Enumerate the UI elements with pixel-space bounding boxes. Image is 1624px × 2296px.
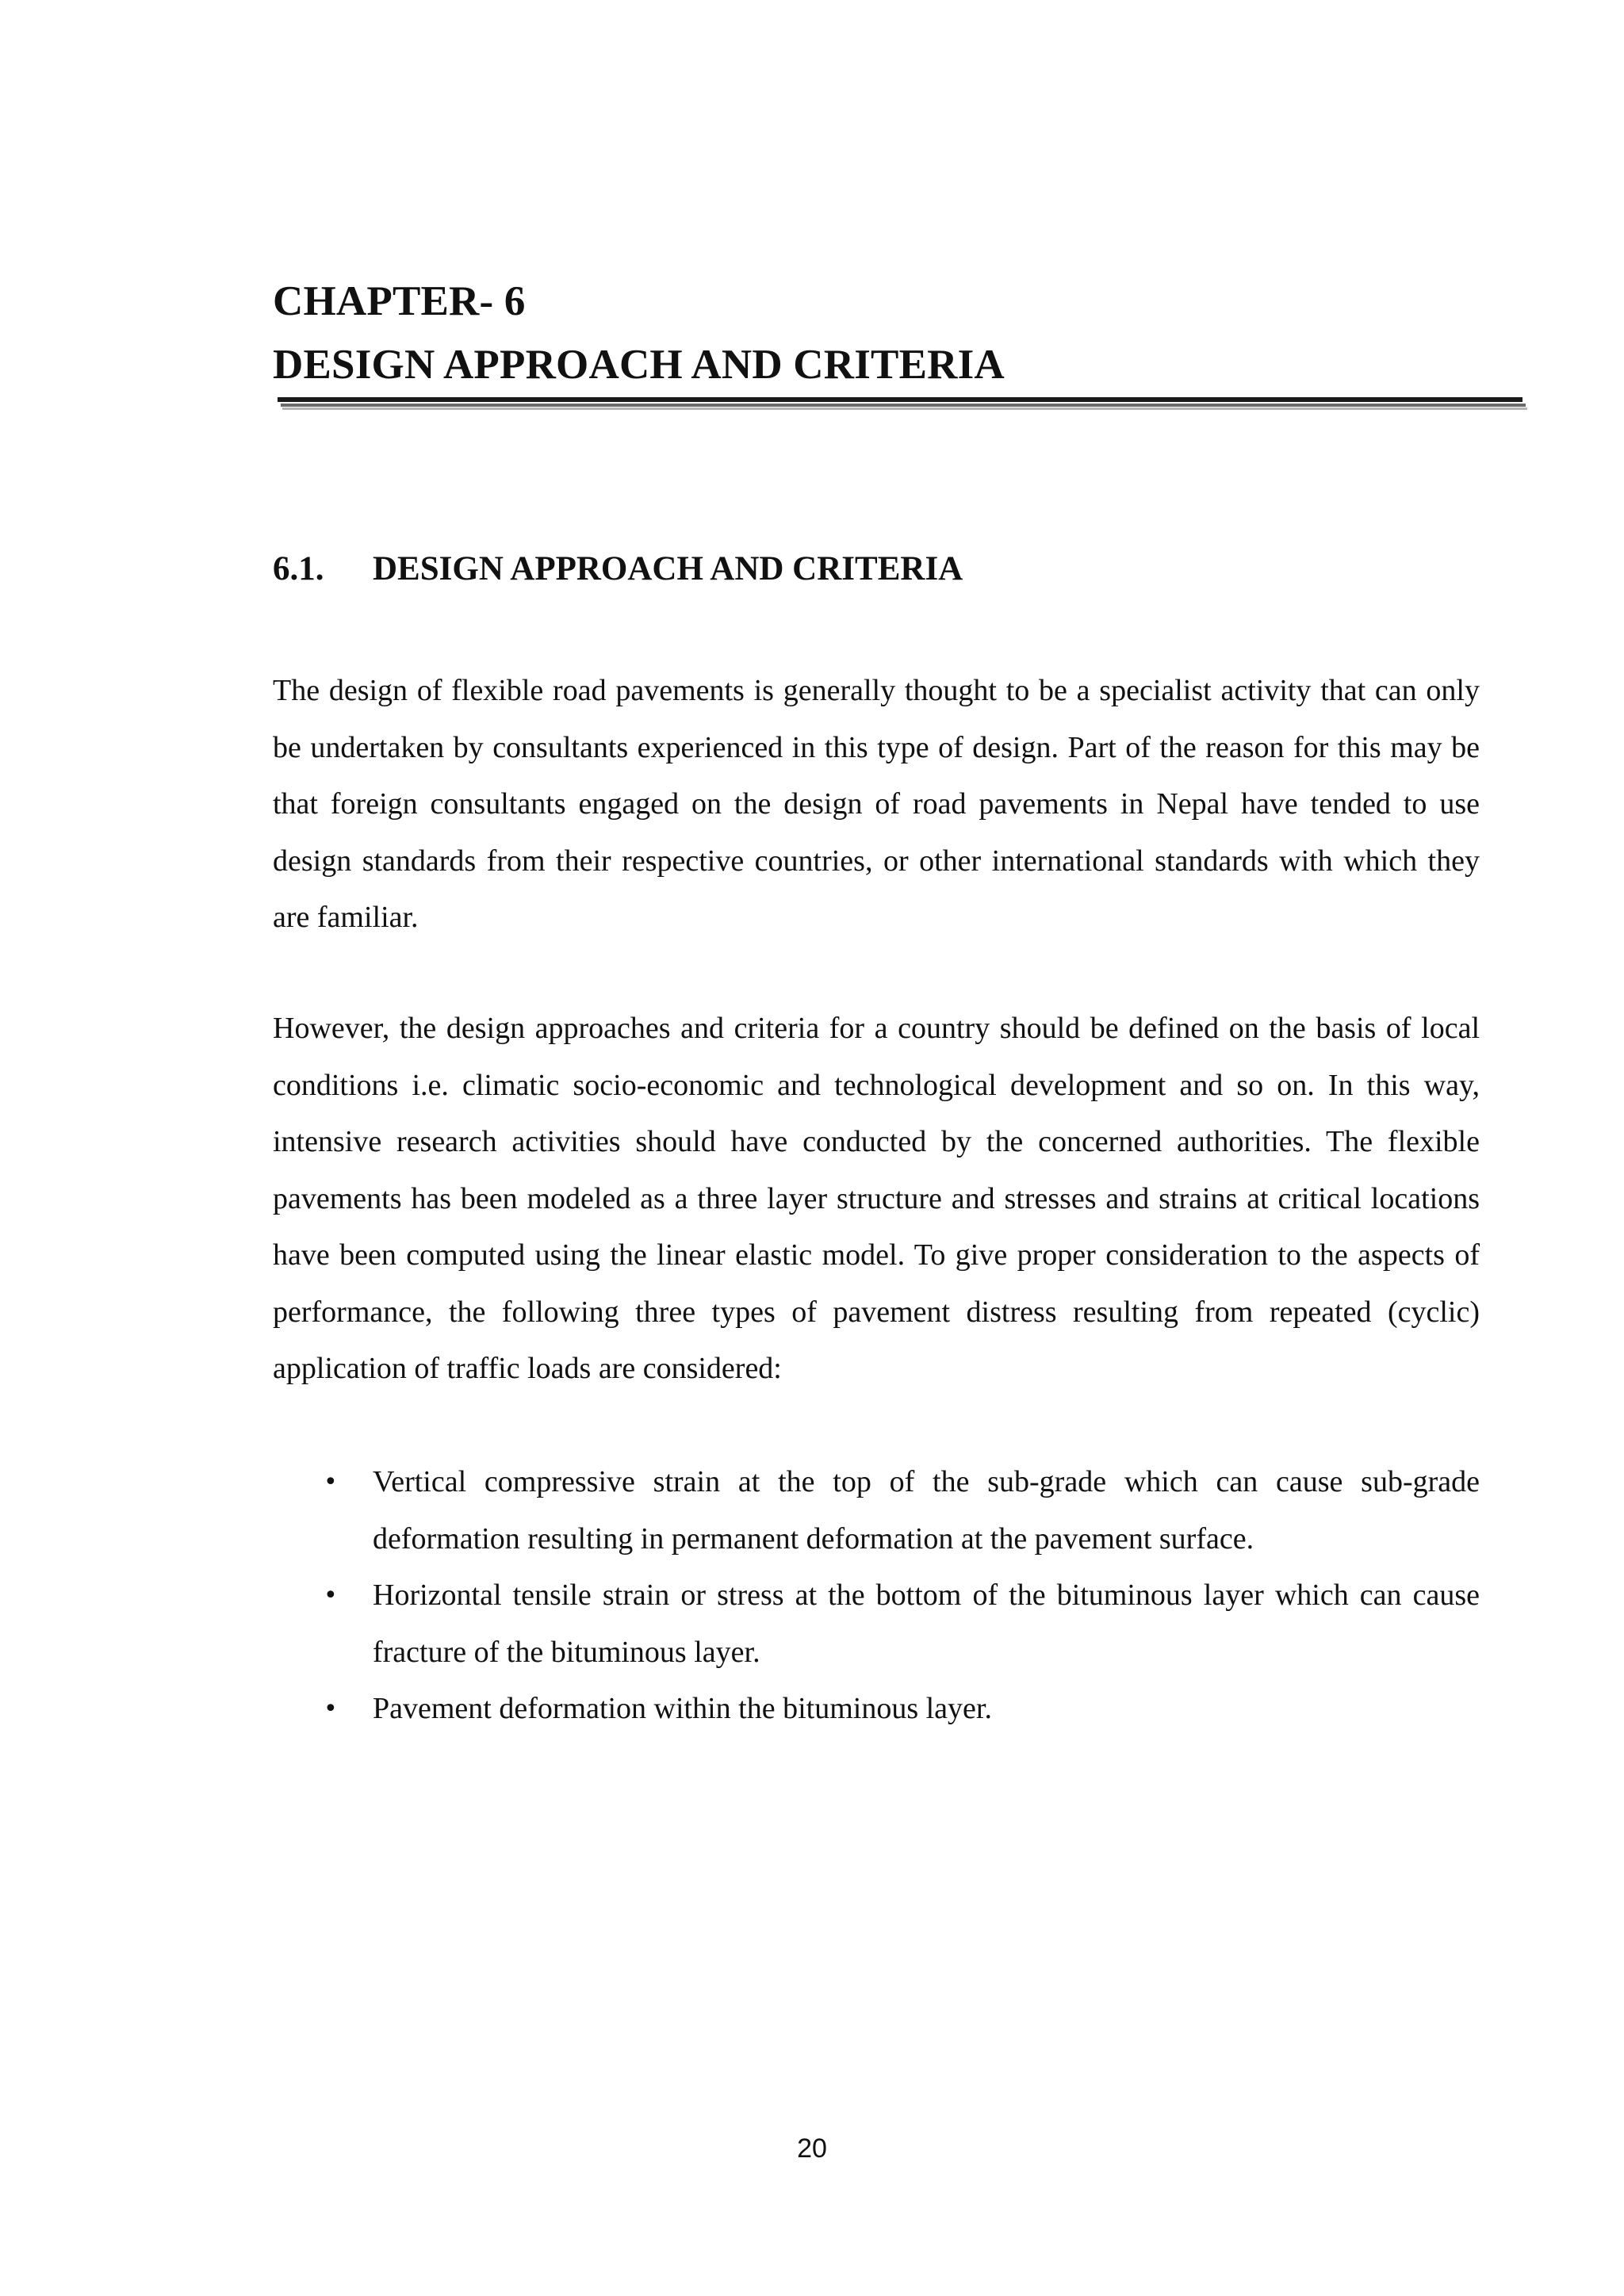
page-number: 20 [797,2133,827,2164]
list-item [273,1681,1480,1738]
chapter-title: DESIGN APPROACH AND CRITERIA [273,342,1005,388]
divider-line-dark [278,397,1522,402]
distress-list [273,1454,1480,1738]
paragraph-1: The design of flexible road pavements is generally thought to be a specialist activity that can only be undertaken by consultants experienced in this type of design. Part of the reason for this may be that foreign consultants engaged on the design of road pavements in Nepal have tended to use design standards from their respective countries, or other international standards with which they are familiar. [273,674,1480,934]
list-item-text: Pavement deformation within the bituminous layer. [373,1692,992,1725]
chapter-heading [273,270,1005,396]
bullet-icon: • [324,1695,338,1723]
paragraph-2: However, the design approaches and criteria for a country should be defined on the basis of local conditions i.e. climatic socio-economic and technological development and so on. In this way, intensive research activities should have conducted by the concerned authorities. The flexible pavements has been modeled as a three layer structure and stresses and strains at critical locations have been computed using the linear elastic model. To give proper consideration to the aspects of performance, the following three types of pavement distress resulting from repeated (cyclic) application of traffic loads are considered: [273,1012,1480,1385]
list-item [273,1567,1480,1681]
list-item [273,1454,1480,1567]
list-item-text: Horizontal tensile strain or stress at the bottom of the bituminous layer which can cause fracture of the bituminous layer. [373,1578,1480,1669]
divider-line-mid [281,404,1526,407]
bullet-icon: • [324,1468,338,1496]
bullet-icon: • [324,1582,338,1609]
section-number: 6.1. [273,550,324,587]
section-heading [273,545,963,593]
section-title: DESIGN APPROACH AND CRITERIA [373,550,963,587]
list-item-text: Vertical compressive strain at the top of the sub-grade which can cause sub-grade deformation resulting in permanent deformation at the pavement surface. [373,1465,1480,1556]
divider-line-light [282,408,1527,410]
chapter-label: CHAPTER- 6 [273,278,526,324]
chapter-divider [278,397,1522,410]
